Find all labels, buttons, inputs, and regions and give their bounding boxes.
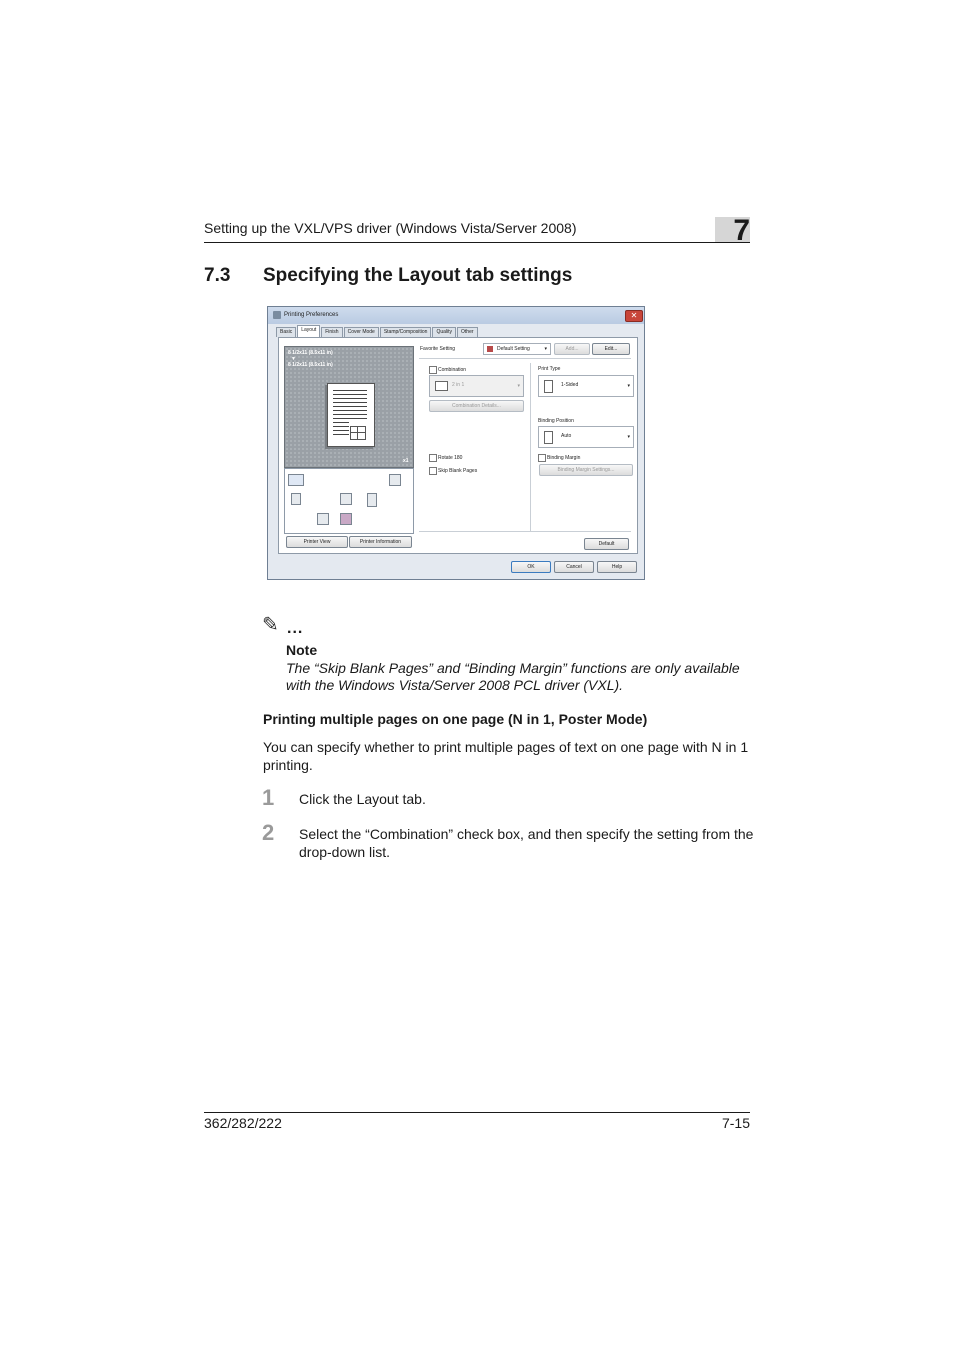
- tab-cover-mode[interactable]: Cover Mode: [344, 327, 379, 337]
- print-type-value: 1-Sided: [561, 382, 579, 388]
- divider: [419, 358, 631, 359]
- cancel-button[interactable]: Cancel: [554, 561, 594, 573]
- body-paragraph: You can specify whether to print multiple pages of text on one page with N in 1 printing.: [263, 739, 749, 773]
- combination-select[interactable]: [429, 375, 524, 397]
- finisher-icon[interactable]: [367, 493, 377, 507]
- tab-bar: [276, 327, 479, 337]
- dialog-titlebar: [268, 307, 644, 324]
- preview-page-image: [327, 383, 375, 447]
- tab-quality[interactable]: Quality: [432, 327, 456, 337]
- tab-basic[interactable]: Basic: [276, 327, 296, 337]
- pencil-note-icon: ✎: [262, 614, 279, 636]
- add-favorite-button[interactable]: Add...: [554, 343, 590, 355]
- device-options-pane: [284, 468, 414, 534]
- step-number: 1: [262, 785, 275, 810]
- footer-page-number: 7-15: [721, 1115, 750, 1131]
- divider: [419, 531, 631, 532]
- edit-favorite-button[interactable]: Edit...: [592, 343, 630, 355]
- dialog-title: Printing Preferences: [284, 312, 339, 318]
- chevron-down-icon: ▾: [627, 383, 630, 389]
- print-type-select[interactable]: [538, 375, 634, 397]
- layout-tab-panel: [278, 337, 638, 554]
- chevron-down-icon: ▾: [517, 383, 520, 389]
- preview-arrow-icon: ▼: [291, 356, 296, 362]
- stamp-unit-icon[interactable]: [340, 493, 352, 505]
- step-text: Select the “Combination” check box, and then specify the setting from the drop-down list.: [299, 826, 754, 860]
- header-rule: [204, 242, 750, 243]
- running-header-title: Setting up the VXL/VPS driver (Windows Vista/Server 2008): [204, 220, 577, 236]
- binding-margin-checkbox[interactable]: [538, 454, 546, 462]
- default-button[interactable]: Default: [584, 538, 629, 550]
- combination-value: 2 in 1: [452, 382, 465, 388]
- skip-blank-pages-label: Skip Blank Pages: [438, 468, 478, 474]
- combination-label: Combination: [438, 367, 467, 373]
- help-button[interactable]: Help: [597, 561, 637, 573]
- printer-icon: [273, 311, 281, 319]
- one-sided-icon: [544, 380, 553, 393]
- printer-information-button[interactable]: Printer Information: [349, 536, 412, 548]
- binding-margin-settings-button[interactable]: Binding Margin Settings...: [539, 464, 633, 476]
- tab-stamp-composition[interactable]: Stamp/Composition: [380, 327, 432, 337]
- chapter-number: 7: [733, 214, 750, 247]
- binding-position-label: Binding Position: [538, 418, 574, 424]
- favorite-setting-value: Default Setting: [497, 346, 530, 352]
- binding-position-icon: [544, 431, 553, 444]
- note-text: The “Skip Blank Pages” and “Binding Margin” functions are only available with the Windows Vista/Server 2008 PCL driver (VXL).: [286, 660, 740, 693]
- combination-checkbox[interactable]: [429, 366, 437, 374]
- printing-preferences-dialog: [267, 306, 645, 580]
- chevron-down-icon: ▾: [627, 434, 630, 440]
- tray-icon[interactable]: [291, 493, 301, 505]
- step-number: 2: [262, 820, 275, 845]
- section-number: 7.3: [204, 265, 231, 286]
- tab-finish[interactable]: Finish: [321, 327, 342, 337]
- preview-copies: x1: [403, 458, 409, 464]
- note-dots: ...: [287, 620, 304, 637]
- page-preview: [284, 346, 414, 468]
- column-divider: [530, 363, 531, 531]
- footer-rule: [204, 1112, 750, 1113]
- skip-blank-pages-checkbox[interactable]: [429, 467, 437, 475]
- print-type-label: Print Type: [538, 366, 561, 372]
- binding-position-value: Auto: [561, 433, 572, 439]
- refresh-icon[interactable]: [389, 474, 401, 486]
- 2in1-icon: [435, 381, 448, 391]
- printer-device-icon[interactable]: [288, 474, 304, 486]
- subsection-heading: Printing multiple pages on one page (N in 1, Poster Mode): [263, 711, 648, 727]
- favorite-setting-select[interactable]: [483, 343, 551, 355]
- tab-layout[interactable]: Layout: [297, 325, 320, 337]
- note-label: Note: [286, 642, 318, 658]
- step-text: Click the Layout tab.: [299, 791, 426, 807]
- rotate-180-checkbox[interactable]: [429, 454, 437, 462]
- ok-button[interactable]: OK: [511, 561, 551, 573]
- binding-margin-label: Binding Margin: [547, 455, 581, 461]
- preview-output-size: 8 1/2x11 (8.5x11 in): [288, 362, 333, 368]
- rotate-180-label: Rotate 180: [438, 455, 463, 461]
- user-icon[interactable]: [317, 513, 329, 525]
- combination-details-button[interactable]: Combination Details...: [429, 400, 524, 412]
- chevron-down-icon: ▾: [544, 346, 547, 352]
- account-icon[interactable]: [340, 513, 352, 525]
- binding-position-select[interactable]: [538, 426, 634, 448]
- tab-other[interactable]: Other: [457, 327, 478, 337]
- printer-view-button[interactable]: Printer View: [286, 536, 348, 548]
- close-button[interactable]: ✕: [625, 310, 643, 322]
- favorite-icon: [487, 346, 493, 352]
- preview-original-size: 8 1/2x11 (8.5x11 in): [288, 350, 333, 356]
- preview-grid-icon: [350, 426, 366, 440]
- footer-model: 362/282/222: [204, 1115, 282, 1131]
- section-title: Specifying the Layout tab settings: [263, 265, 573, 286]
- favorite-setting-label: Favorite Setting: [420, 346, 456, 352]
